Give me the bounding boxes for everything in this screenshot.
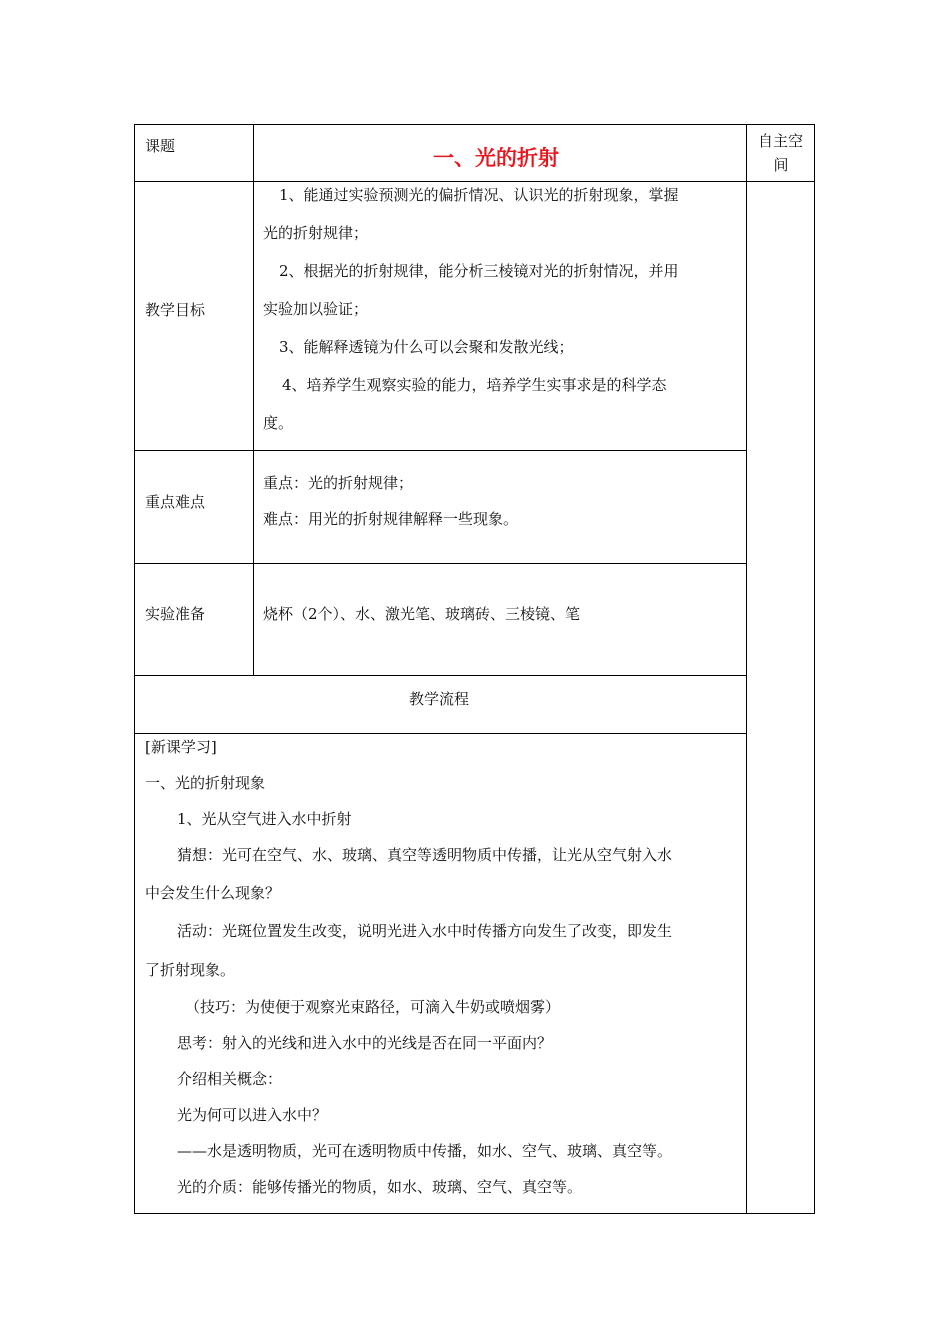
row-divider-prep <box>134 675 747 676</box>
prep-label: 实验准备 <box>145 605 206 623</box>
side-label-line1: 自主空 <box>758 132 804 150</box>
table-border-left <box>134 124 135 1214</box>
content-line: 光的介质：能够传播光的物质，如水、玻璃、空气、真空等。 <box>177 1178 583 1196</box>
row-divider-difficulty <box>134 563 747 564</box>
content-line: 思考：射入的光线和进入水中的光线是否在同一平面内？ <box>177 1034 553 1052</box>
prep-items: 烧杯（2个）、水、激光笔、玻璃砖、三棱镜、笔 <box>263 605 581 623</box>
content-line: ——水是透明物质，光可在透明物质中传播，如水、空气、玻璃、真空等。 <box>177 1142 673 1160</box>
table-border-top <box>134 124 815 125</box>
table-border-bottom <box>134 1213 815 1214</box>
content-line: 一、光的折射现象 <box>145 774 266 792</box>
side-label-line2: 间 <box>773 156 789 174</box>
column-divider-side <box>746 124 747 1214</box>
column-divider-label <box>253 124 254 676</box>
content-line: 1、光从空气进入水中折射 <box>177 810 352 828</box>
difficult-point: 难点：用光的折射规律解释一些现象。 <box>263 510 519 528</box>
goals-line: 3、能解释透镜为什么可以会聚和发散光线； <box>279 338 574 356</box>
content-line: 光为何可以进入水中？ <box>177 1106 328 1124</box>
content-line: 活动：光斑位置发生改变，说明光进入水中时传播方向发生了改变，即发生 <box>177 922 673 940</box>
row-divider-flow <box>134 733 747 734</box>
goals-line: 1、能通过实验预测光的偏折情况、认识光的折射现象，掌握 <box>279 186 679 204</box>
row-divider-goals <box>134 450 747 451</box>
key-point: 重点：光的折射规律； <box>263 474 414 492</box>
content-line: 介绍相关概念： <box>177 1070 283 1088</box>
table-border-right <box>814 124 815 1214</box>
row-divider-header <box>134 181 815 182</box>
goals-line: 4、培养学生观察实验的能力，培养学生实事求是的科学态 <box>282 376 667 394</box>
content-line: 了折射现象。 <box>145 961 236 979</box>
page-title: 一、光的折射 <box>433 146 559 170</box>
content-line: [新课学习] <box>145 738 217 756</box>
goals-line: 度。 <box>263 414 294 432</box>
flow-label: 教学流程 <box>409 690 470 708</box>
goals-line: 光的折射规律； <box>263 224 369 242</box>
subject-label: 课题 <box>145 137 176 155</box>
goals-label: 教学目标 <box>145 301 206 319</box>
content-line: 中会发生什么现象？ <box>145 884 281 902</box>
goals-line: 实验加以验证； <box>263 300 369 318</box>
goals-line: 2、根据光的折射规律，能分析三棱镜对光的折射情况，并用 <box>279 262 679 280</box>
content-line: （技巧：为使便于观察光束路径，可滴入牛奶或喷烟雾） <box>185 998 561 1016</box>
content-line: 猜想：光可在空气、水、玻璃、真空等透明物质中传播，让光从空气射入水 <box>177 846 673 864</box>
difficulty-label: 重点难点 <box>145 493 206 511</box>
